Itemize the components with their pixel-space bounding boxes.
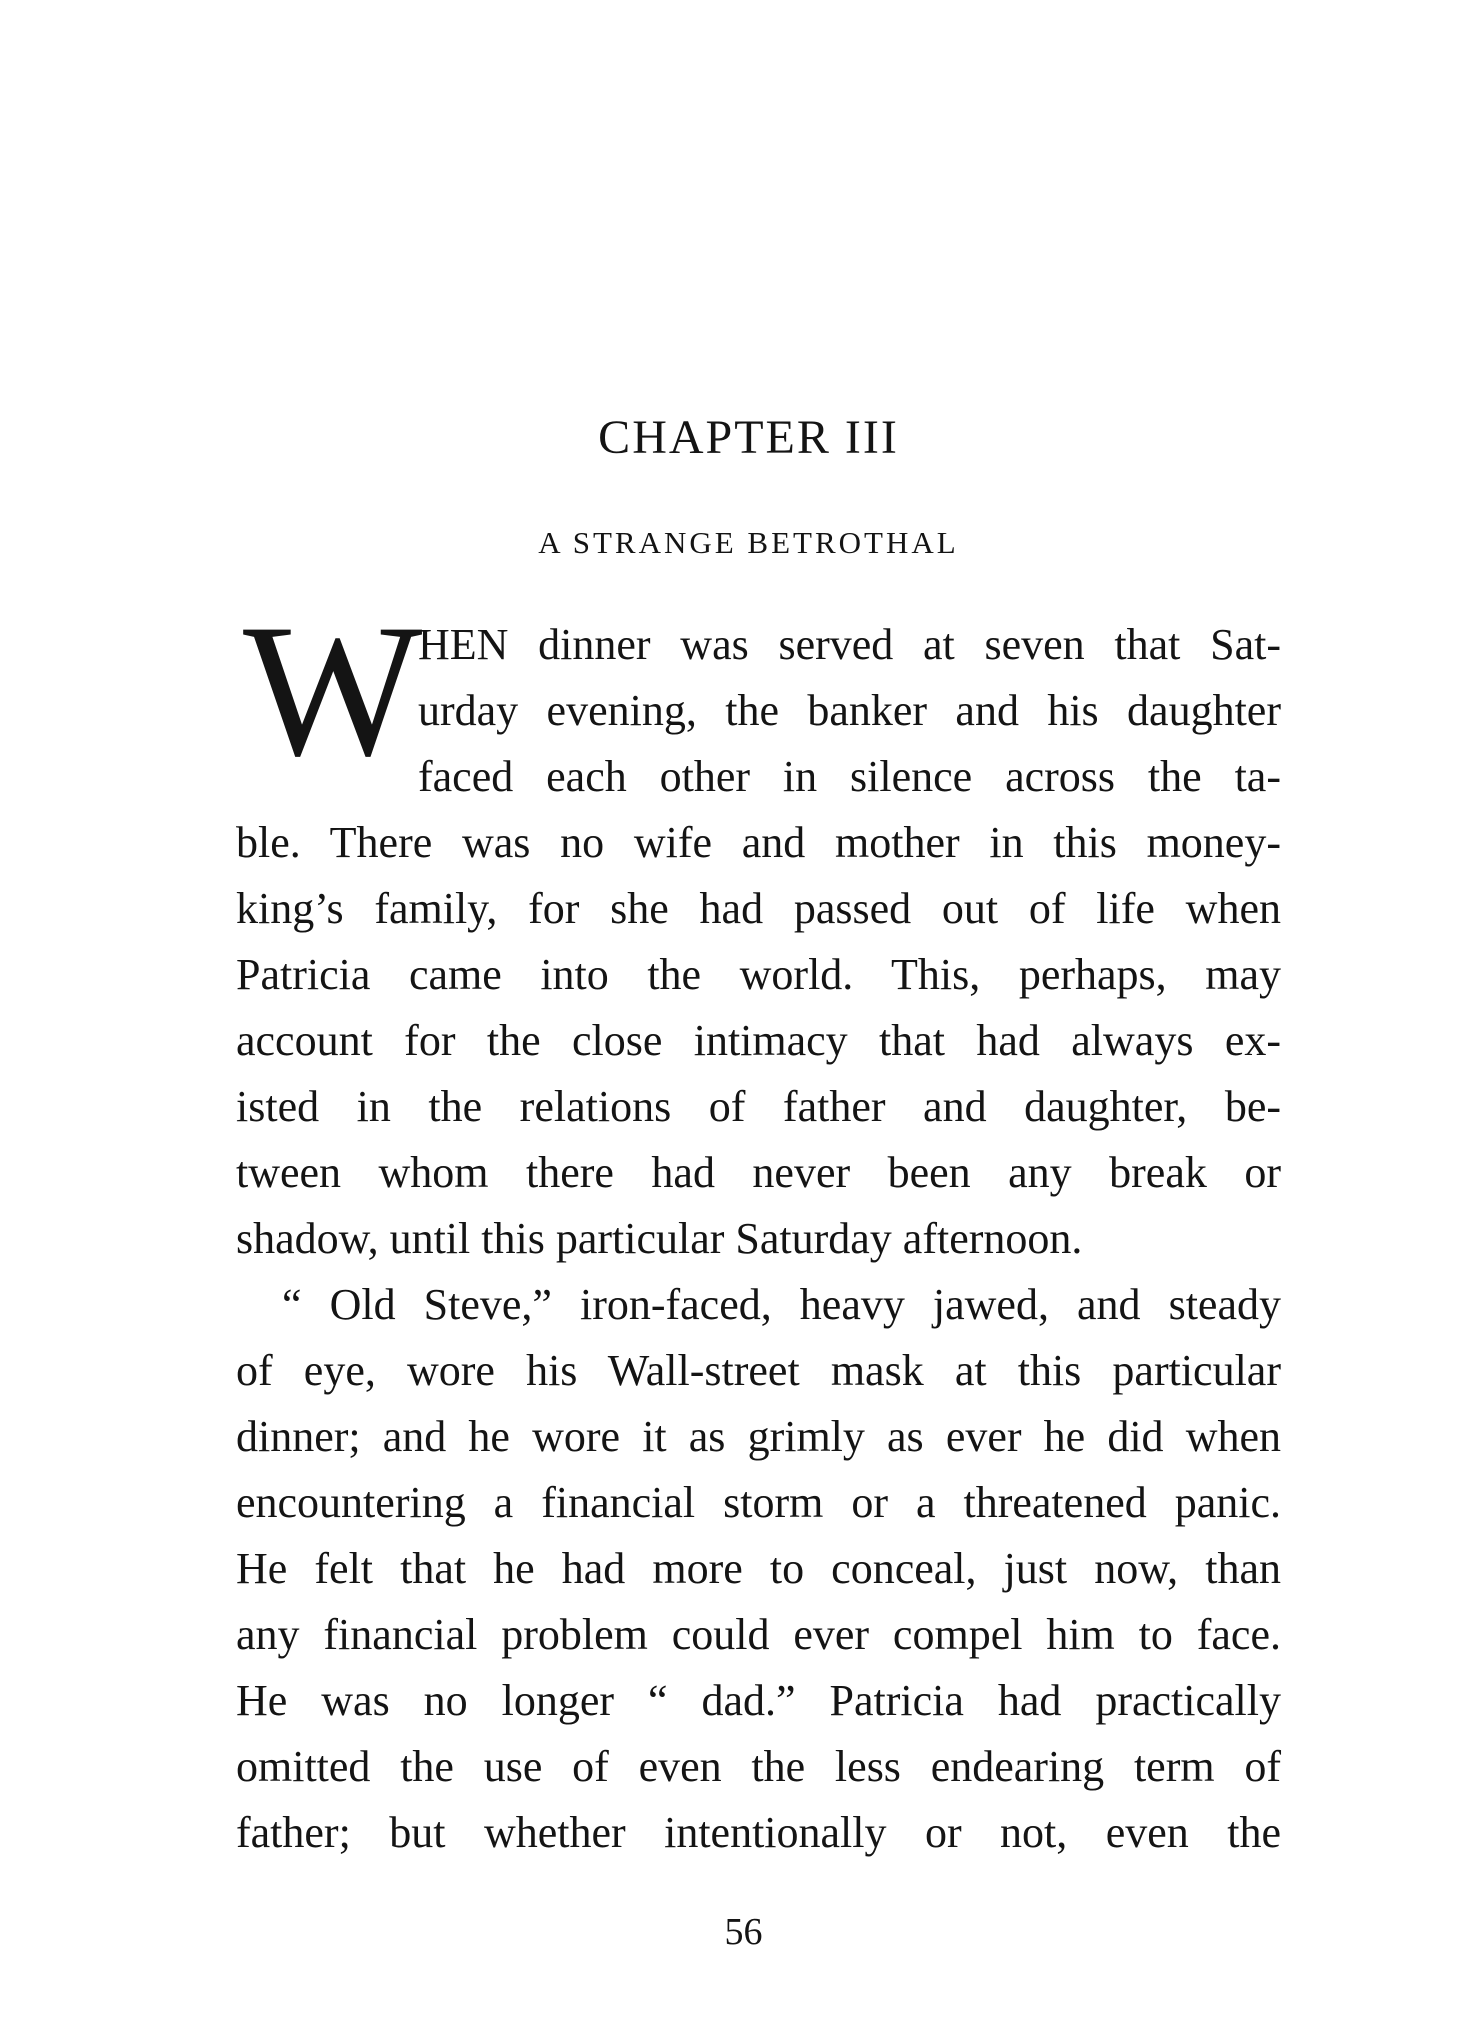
text-line: dinner; and he wore it as grimly as ever he did when <box>236 1412 1281 1461</box>
text-line: He was no longer “ dad.” Patricia had practically <box>236 1676 1281 1725</box>
text-line: shadow, until this particular Saturday afternoon. <box>236 1214 1083 1263</box>
text-line: father; but whether intentionally or not, even the <box>236 1808 1281 1857</box>
chapter-heading: CHAPTER III <box>598 411 899 464</box>
text-line: omitted the use of even the less endearing term of <box>236 1742 1281 1791</box>
text-line: tween whom there had never been any break or <box>236 1148 1281 1197</box>
text-line: account for the close intimacy that had always ex- <box>236 1016 1281 1065</box>
page-number: 56 <box>724 1911 763 1953</box>
text-line: of eye, wore his Wall-street mask at this particular <box>236 1346 1281 1395</box>
text-line: isted in the relations of father and daughter, be- <box>236 1082 1281 1131</box>
text-line: ble. There was no wife and mother in this money- <box>236 818 1281 867</box>
text-line: Patricia came into the world. This, perhaps, may <box>236 950 1281 999</box>
text-line: He felt that he had more to conceal, just now, than <box>236 1544 1281 1593</box>
text-line: king’s family, for she had passed out of life when <box>236 884 1281 933</box>
text-line: urday evening, the banker and his daughter <box>418 686 1281 735</box>
text-line: any financial problem could ever compel him to face. <box>236 1610 1281 1659</box>
chapter-subtitle: A STRANGE BETROTHAL <box>538 525 959 560</box>
text-line: HEN dinner was served at seven that Sat- <box>418 620 1281 669</box>
text-line: faced each other in silence across the ta- <box>418 752 1281 801</box>
text-line: encountering a financial storm or a threatened panic. <box>236 1478 1281 1527</box>
drop-cap: W <box>243 586 423 796</box>
text-line: “ Old Steve,” iron-faced, heavy jawed, and steady <box>282 1280 1281 1329</box>
